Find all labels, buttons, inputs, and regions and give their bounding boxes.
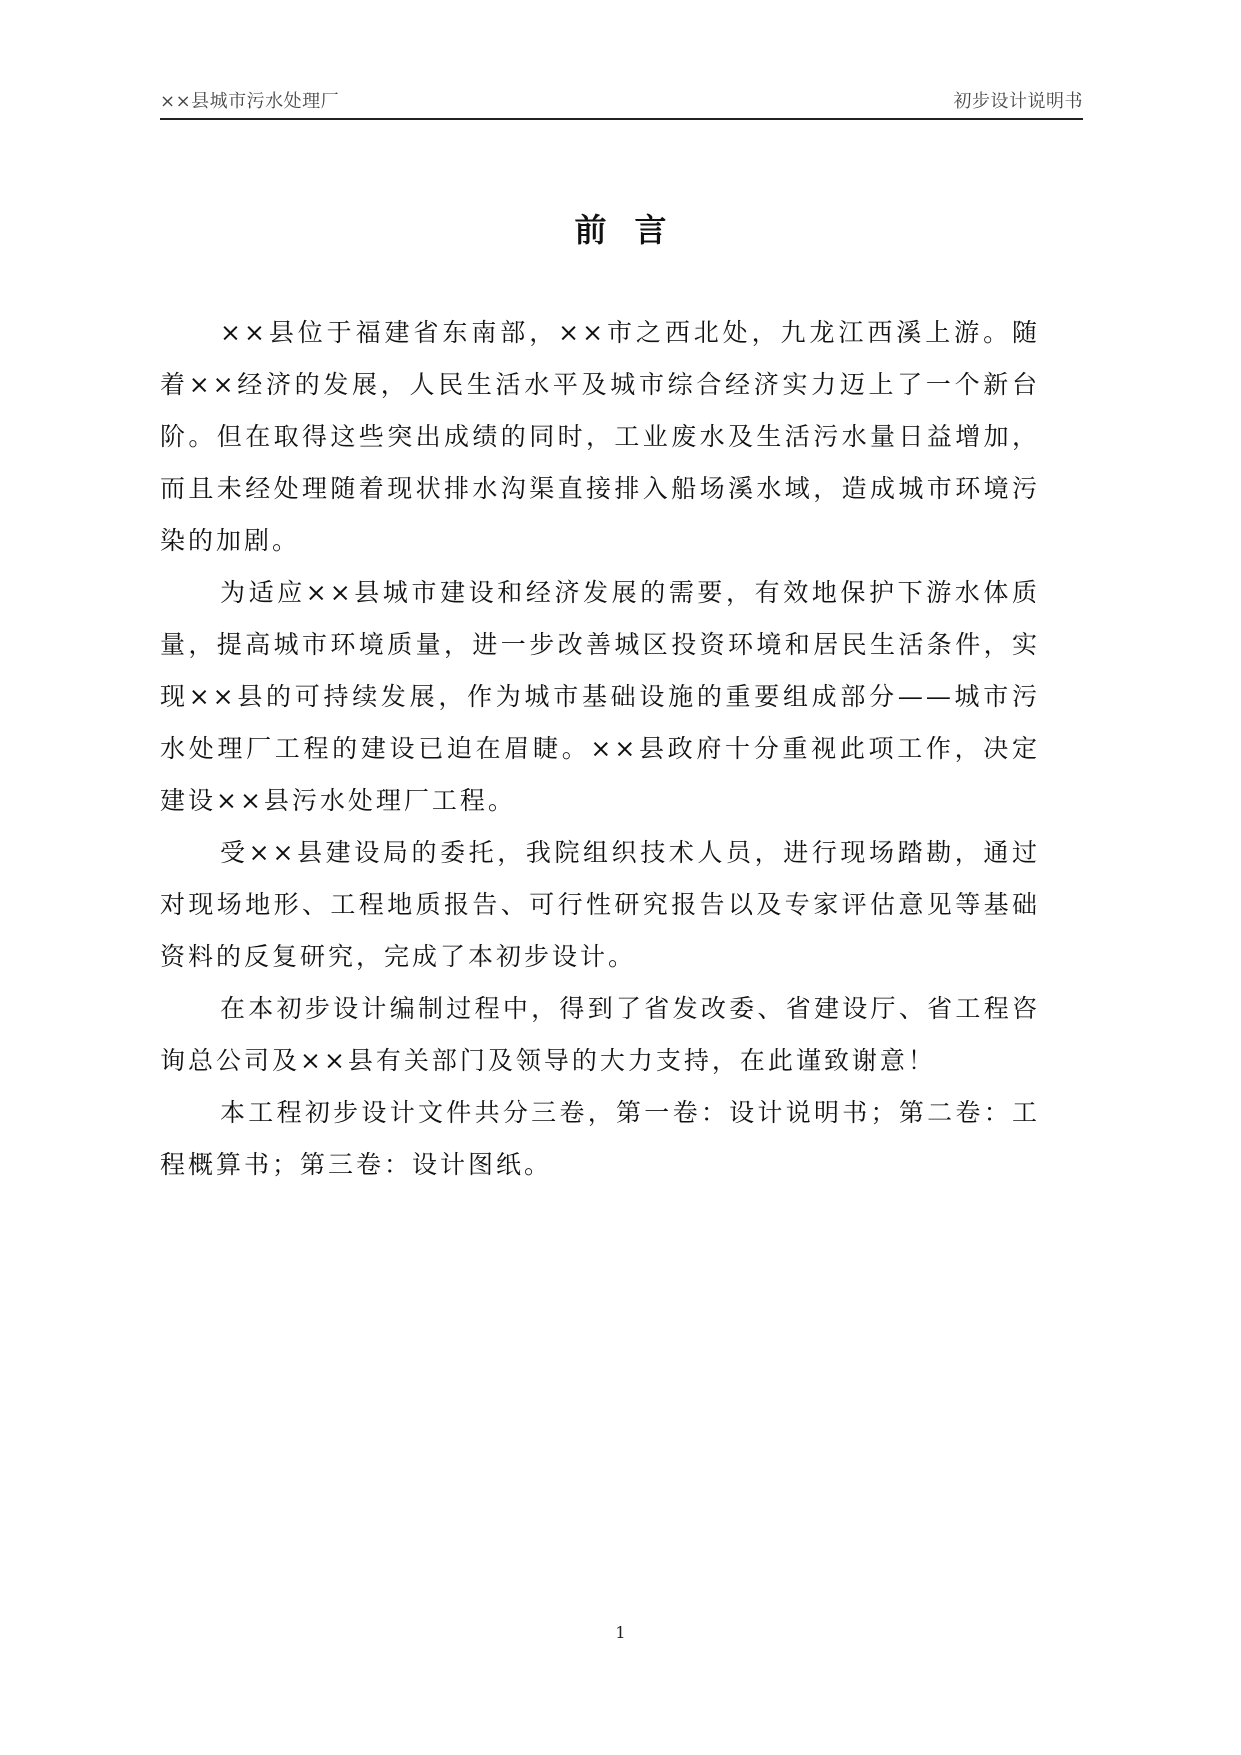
header-document-type: 初步设计说明书 [953, 91, 1083, 112]
page-title: 前言 [574, 211, 695, 249]
paragraph-acknowledgement: 在本初步设计编制过程中，得到了省发改委、省建设厅、省工程咨询总公司及××县有关部门及领导的大力支持，在此谨致谢意！ [160, 994, 1040, 1075]
preface-body [160, 307, 1040, 1191]
paragraph-location-background: ××县位于福建省东南部，××市之西北处，九龙江西溪上游。随着××经济的发展，人民生活水平及城市综合经济实力迈上了一个新台阶。但在取得这些突出成绩的同时，工业废水及生活污水量日益增加，而且未经处理随着现状排水沟渠直接排入船场溪水域，造成城市环境污染的加剧。 [160, 318, 1040, 555]
page-number: 1 [615, 1623, 626, 1642]
header-document-owner: ××县城市污水处理厂 [160, 91, 340, 112]
page-header [160, 80, 1083, 120]
paragraph-project-necessity: 为适应××县城市建设和经济发展的需要，有效地保护下游水体质量，提高城市环境质量，进一步改善城区投资环境和居民生活条件，实现××县的可持续发展，作为城市基础设施的重要组成部分——城市污水处理厂工程的建设已迫在眉睫。××县政府十分重视此项工作，决定建设××县污水处理厂工程。 [160, 578, 1040, 815]
paragraph-commission: 受××县建设局的委托，我院组织技术人员，进行现场踏勘，通过对现场地形、工程地质报告、可行性研究报告以及专家评估意见等基础资料的反复研究，完成了本初步设计。 [160, 838, 1040, 971]
paragraph-volumes: 本工程初步设计文件共分三卷，第一卷：设计说明书；第二卷：工程概算书；第三卷：设计图纸。 [160, 1098, 1040, 1179]
